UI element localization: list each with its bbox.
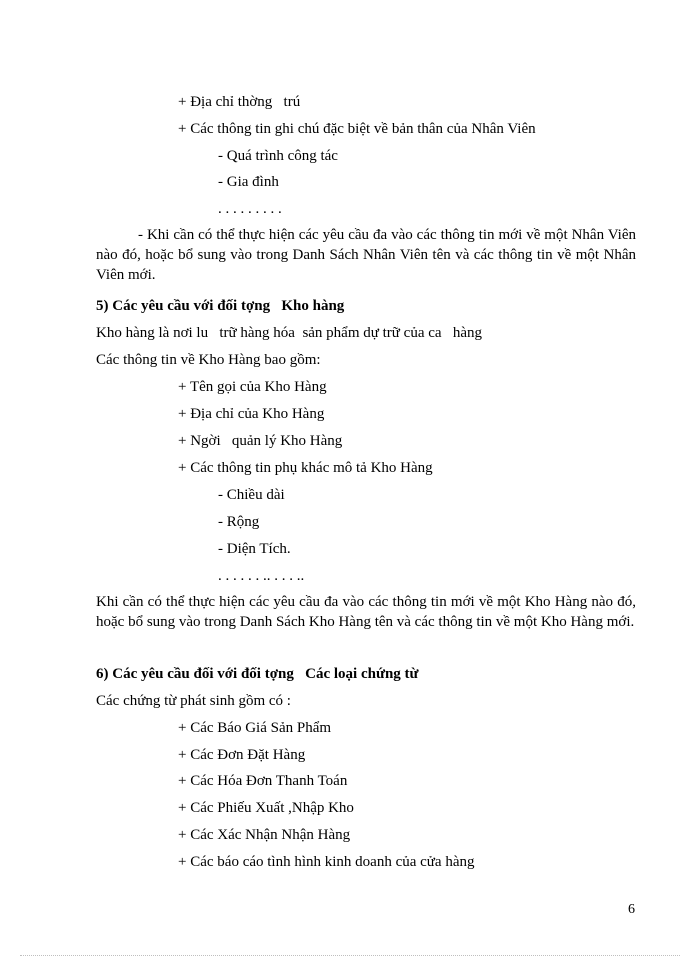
list-item: + Các Đơn Đặt Hàng [178,747,306,763]
list-item: + Tên gọi của Kho Hàng [178,379,327,395]
sub-list-item: - Quá trình công tác [218,148,338,164]
list-item: + Các thông tin phụ khác mô tả Kho Hàng [178,460,433,476]
paragraph: Các chứng từ phát sinh gồm có : [96,693,291,709]
list-item: + Các thông tin ghi chú đặc biệt về bản thân của Nhân Viên [178,121,536,137]
list-item: + Các Báo Giá Sản Phẩm [178,720,332,736]
sub-list-item: - Chiều dài [218,487,285,503]
list-item: + Các báo cáo tình hình kinh doanh của cửa hàng [178,854,475,870]
list-item: + Địa chỉ thờng trú [178,94,301,110]
page-number: 6 [628,902,635,917]
paragraph: Khi cần có thể thực hiện các yêu cầu đa vào các thông tin mới về một Kho Hàng nào đó, hoặc bổ sung vào trong Danh Sách Kho Hàng tên và các thông tin về một Kho Hàng mới. [96,594,636,630]
sub-list-item: - Diện Tích. [218,541,291,557]
list-item: + Các Hóa Đơn Thanh Toán [178,773,348,789]
section-heading: 5) Các yêu cầu với đối tợng Kho hàng [96,298,345,314]
list-item: + Các Phiếu Xuất ,Nhập Kho [178,800,354,816]
sub-list-item: - Rộng [218,514,260,530]
list-item: + Các Xác Nhận Nhận Hàng [178,827,351,843]
paragraph: Kho hàng là nơi lu trữ hàng hóa sản phẩm dự trữ của ca hàng [96,325,482,341]
sub-list-item: - Gia đình [218,174,279,190]
page-bottom-divider [20,955,680,956]
ellipsis-line: . . . . . . . . . [218,201,282,217]
paragraph: - Khi cần có thể thực hiện các yêu cầu đa vào các thông tin mới về một Nhân Viên nào đó, hoặc bổ sung vào trong Danh Sách Nhân Viên tên và các thông tin về một Nhân Viên mới. [96,227,636,283]
paragraph: Các thông tin về Kho Hàng bao gồm: [96,352,321,368]
list-item: + Địa chỉ của Kho Hàng [178,406,325,422]
list-item: + Ngời quản lý Kho Hàng [178,433,343,449]
ellipsis-line: . . . . . . .. . . . .. [218,568,305,584]
section-heading: 6) Các yêu cầu đối với đối tợng Các loại chứng từ [96,666,419,682]
